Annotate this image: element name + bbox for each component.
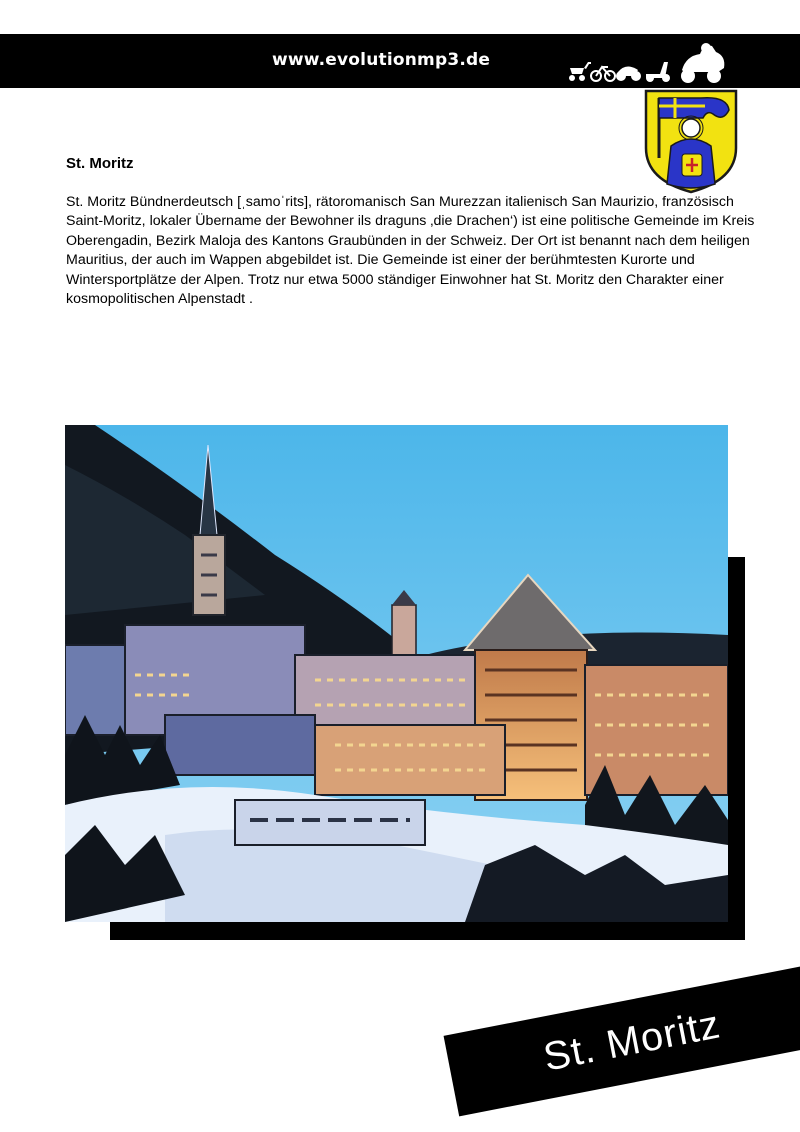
article-paragraph: St. Moritz Bündnerdeutsch [ˌsamoˈrits], rätoromanisch San Murezzan italienisch San Maurizio, französisch Saint-Moritz, lokaler Übername der Bewohner ils draguns ‚die Drachen‘) ist eine politische Gemeinde im Kreis Oberengadin, Bezirk Maloja des Kantons Graubünden in der Schweiz. Der Ort ist benannt nach dem heiligen Mauritius, der auch im Wappen abgebildet ist. Die Gemeinde ist einer der berühmtesten Kurorte und Wintersportplätze der Alpen. Trotz nur etwa 5000 ständiger Einwohner hat St. Moritz den Charakter einer kosmopolitischen Alpenstadt . xyxy=(66,194,755,308)
article-title: St. Moritz xyxy=(66,155,134,172)
st-moritz-photo xyxy=(65,425,728,922)
website-url[interactable]: www.evolutionmp3.de xyxy=(272,50,491,70)
vehicle-silhouettes-icon xyxy=(566,38,736,86)
banner-label: St. Moritz xyxy=(539,1002,725,1080)
coat-of-arms-emblem xyxy=(643,88,739,194)
title-banner xyxy=(444,966,800,1117)
